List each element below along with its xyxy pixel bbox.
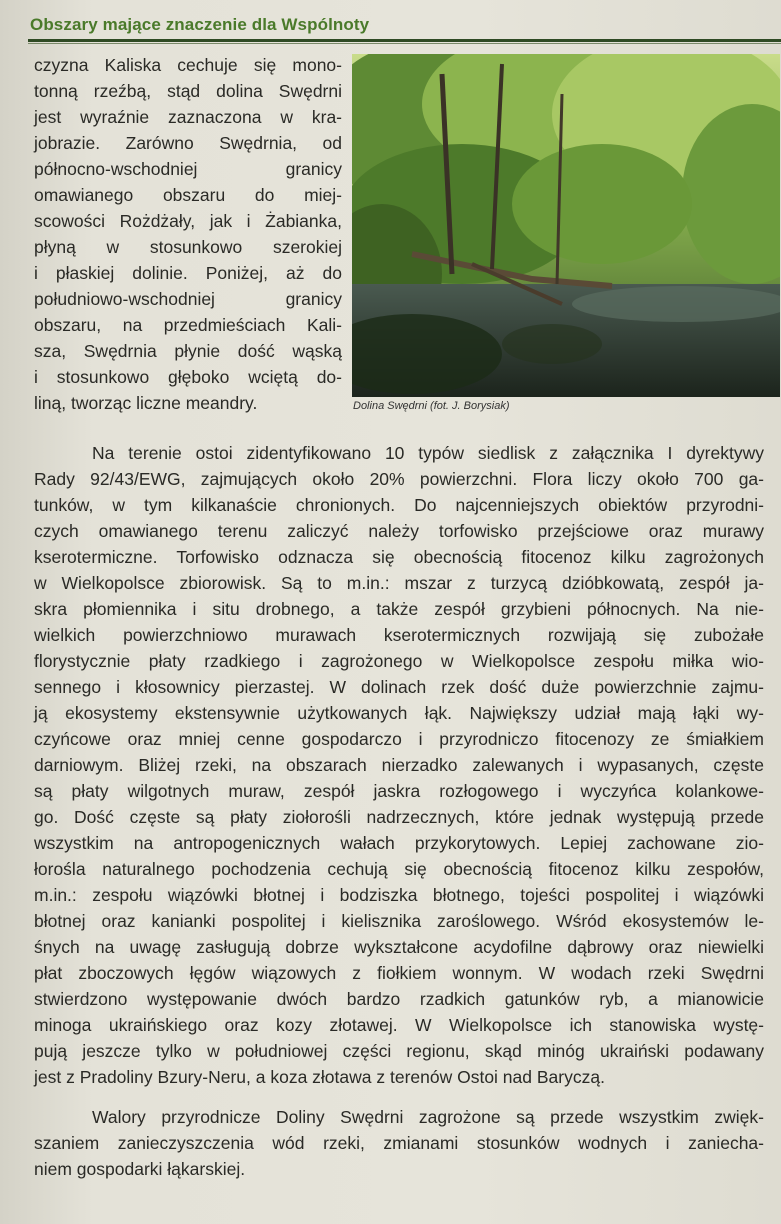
text-line: go. Dość częste są płaty ziołorośli nadrzecznych, które jednak występują przede: [34, 807, 764, 827]
text-line: omawianego obszaru do miej-: [34, 185, 342, 205]
text-line: i płaskiej dolinie. Poniżej, aż do: [34, 263, 342, 283]
text-line: jobrazie. Zarówno Swędrnia, od: [34, 133, 342, 153]
text-line: Walory przyrodnicze Doliny Swędrni zagrożone są przede wszystkim zwięk-: [92, 1107, 764, 1127]
text-line: czych omawianego terenu zaliczyć należy torfowisko przejściowe oraz murawy: [34, 521, 764, 541]
text-line: jest z Pradoliny Bzury-Neru, a koza złotawa z terenów Ostoi nad Baryczą.: [34, 1067, 605, 1087]
header-rule: [28, 39, 781, 42]
text-line: czyńcowe oraz mniej cenne gospodarczo i przyrodniczo fitocenozy ze śmiałkiem: [34, 729, 764, 749]
text-line: i stosunkowo głęboko wciętą do-: [34, 367, 342, 387]
text-line: płat zboczowych łęgów wiązowych z fiołkiem wonnym. W wodach rzeki Swędrni: [34, 963, 764, 983]
text-line: tunków, w tym kilkanaście chronionych. Do najcenniejszych obiektów przyrodni-: [34, 495, 764, 515]
text-line: są płaty wilgotnych muraw, zespół jaskra rozłogowego i wyczyńca kolankowe-: [34, 781, 764, 801]
text-line: czyzna Kaliska cechuje się mono-: [34, 55, 342, 75]
section-title: Obszary mające znaczenie dla Wspólnoty: [30, 15, 370, 34]
text-line: niem gospodarki łąkarskiej.: [34, 1159, 246, 1179]
column-text: [34, 52, 342, 416]
text-line: florystycznie płaty rzadkiego i zagrożonego w Wielkopolsce zespołu miłka wio-: [34, 651, 764, 671]
text-line: darniowym. Bliżej rzeki, na obszarach nierzadko zalewanych i wypasanych, częste: [34, 755, 764, 775]
text-line: scowości Rożdżały, jak i Żabianka,: [34, 211, 342, 231]
text-line: Rady 92/43/EWG, zajmujących około 20% powierzchni. Flora liczy około 700 ga-: [34, 469, 764, 489]
river-valley-photo: [352, 54, 780, 397]
text-line: wszystkim na antropogenicznych wałach przykorytowych. Lepiej zachowane zio-: [34, 833, 764, 853]
text-line: błotnej oraz kanianki pospolitej i kielisznika zaroślowego. Wśród ekosystemów le-: [34, 911, 764, 931]
text-line: skra płomiennika i situ drobnego, a także zespół grzybieni północnych. Na nie-: [34, 599, 764, 619]
section-header: [28, 8, 781, 42]
text-line: łorośla naturalnego pochodzenia cechują się obecnością fitocenoz kilku zespołów,: [34, 859, 764, 879]
text-line: kserotermiczne. Torfowisko odznacza się obecnością fitocenoz kilku zagrożonych: [34, 547, 764, 567]
header-rule-thin: [28, 43, 781, 44]
text-line: północno-wschodniej granicy: [34, 159, 342, 179]
body-text: [34, 440, 764, 1182]
text-line: stwierdzono występowanie dwóch bardzo rzadkich gatunków ryb, a mianowicie: [34, 989, 764, 1009]
text-line: obszaru, na przedmieściach Kali-: [34, 315, 342, 335]
text-line: liną, tworząc liczne meandry.: [34, 393, 258, 413]
text-line: minoga ukraińskiego oraz kozy złotawej. W Wielkopolsce ich stanowiska wystę-: [34, 1015, 764, 1035]
text-line: szaniem zanieczyszczenia wód rzeki, zmianami stosunków wodnych i zaniecha-: [34, 1133, 764, 1153]
photo-caption: Dolina Swędrni (fot. J. Borysiak): [353, 400, 510, 412]
text-line: płyną w stosunkowo szerokiej: [34, 237, 342, 257]
text-line: m.in.: zespołu wiązówki błotnej i bodziszka błotnego, tojeści pospolitej i wiązówki: [34, 885, 764, 905]
text-line: południowo-wschodniej granicy: [34, 289, 342, 309]
text-line: tonną rzeźbą, stąd dolina Swędrni: [34, 81, 342, 101]
text-line: pują jeszcze tylko w południowej części regionu, skąd minóg ukraiński podawany: [34, 1041, 764, 1061]
text-line: wielkich powierzchniowo murawach kserotermicznych rozwijają się zubożałe: [34, 625, 764, 645]
paragraph-gap: [34, 1090, 764, 1104]
text-line: ją ekosystemy ekstensywnie użytkowanych łąk. Największy udział mają łąki wy-: [34, 703, 764, 723]
text-line: sza, Swędrnia płynie dość wąską: [34, 341, 342, 361]
text-line: śnych na uwagę zasługują dobrze wykształcone acydofilne dąbrowy oraz niewielki: [34, 937, 764, 957]
text-line: jest wyraźnie zaznaczona w kra-: [34, 107, 342, 127]
text-line: Na terenie ostoi zidentyfikowano 10 typów siedlisk z załącznika I dyrektywy: [92, 443, 764, 463]
text-line: sennego i kłosownicy pierzastej. W dolinach rzek dość duże powierzchnie zajmu-: [34, 677, 764, 697]
text-line: w Wielkopolsce zbiorowisk. Są to m.in.: mszar z turzycą dzióbkowatą, zespół ja-: [34, 573, 764, 593]
